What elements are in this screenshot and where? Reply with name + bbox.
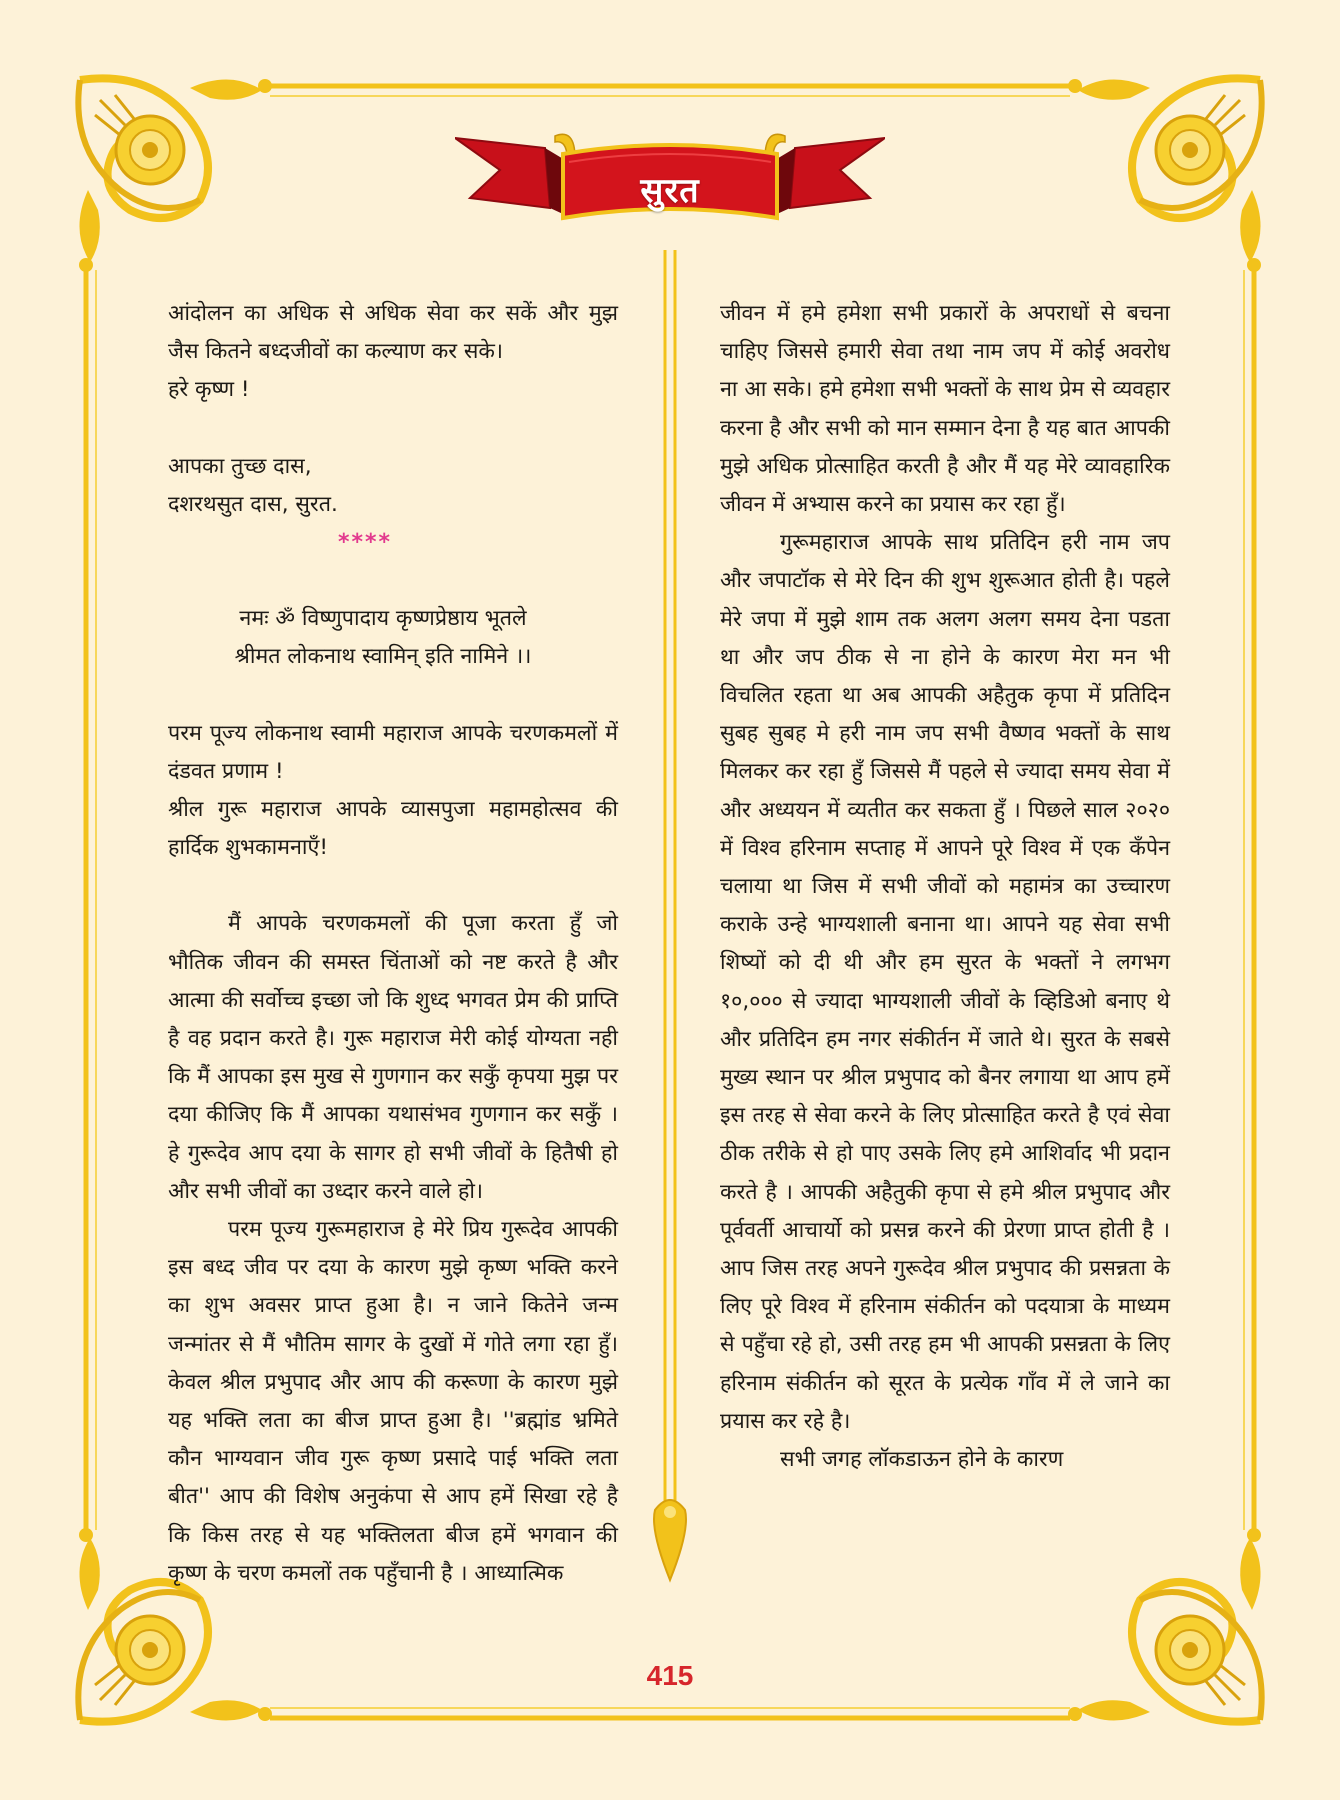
right-column: [720, 295, 1170, 1479]
paragraph: आंदोलन का अधिक से अधिक सेवा कर सकें और मुझ जैस कितने बध्दजीवों का कल्याण कर सके।: [168, 301, 618, 365]
signoff-name: दशरथसुत दास, सुरत.: [168, 491, 338, 517]
left-column: [168, 295, 618, 1593]
page-number: 415: [646, 1660, 694, 1691]
corner-ornament: [78, 78, 272, 272]
signoff-line: आपका तुच्छ दास,: [168, 453, 312, 479]
salutation: श्रील गुरू महाराज आपके व्यासपुजा महामहोत्सव की हार्दिक शुभकामनाएँ!: [168, 797, 618, 861]
paragraph: परम पूज्य गुरूमहाराज हे मेरे प्रिय गुरूदेव आपकी इस बध्द जीव पर दया के कारण मुझे कृष्ण भक्ति करने का शुभ अवसर प्राप्त हुआ है। न जाने कितेने जन्म जन्मांतर से मैं भौतिम सागर के दुखों में गोते लगा रहा हुँ। केवल श्रील प्रभुपाद और आप की करूणा के कारण मुझे यह भक्ति लता का बीज प्राप्त हुआ है। ''ब्रह्मांड भ्रमिते कौन भाग्यवान जीव गुरू कृष्ण प्रसादे पाई भक्ति लता बीत'' आप की विशेष अनुकंपा से आप हमें सिखा रहे है कि किस तरह से यह भक्तिलता बीज हमें भगवान की कृष्ण के चरण कमलों तक पहुँचानी है । आध्यात्मिक: [168, 1217, 618, 1586]
paragraph: सभी जगह लॉकडाऊन होने के कारण: [780, 1447, 1064, 1473]
section-separator: ****: [338, 530, 393, 556]
verse-line: नमः ॐ विष्णुपादाय कृष्णप्रेष्ठाय भूतले: [239, 606, 527, 632]
greeting: हरे कृष्ण !: [168, 377, 250, 403]
paragraph: मैं आपके चरणकमलों की पूजा करता हुँ जो भौतिक जीवन की समस्त चिंताओं को नष्ट करते है और आत्मा की सर्वोच्च इच्छा जो कि शुध्द भगवत प्रेम की प्राप्ति है वह प्रदान करते है। गुरू महाराज मेरी कोई योग्यता नही कि मैं आपका इस मुख से गुणगान कर सकुँ कृपया मुझ पर दया कीजिए कि मैं आपका यथासंभव गुणगान कर सकुँ । हे गुरूदेव आप दया के सागर हो सभी जीवों के हितैषी हो और सभी जीवों का उध्दार करने वाले हो।: [168, 911, 618, 1204]
paragraph: गुरूमहाराज आपके साथ प्रतिदिन हरी नाम जप और जपाटॉक से मेरे दिन की शुभ शुरूआत होती है। पहले मेरे जपा में मुझे शाम तक अलग अलग समय देना पडता था और जप ठीक से ना होने के कारण मेरा मन भी विचलित रहता था अब आपकी अहैतुक कृपा में प्रतिदिन सुबह सुबह मे हरी नाम जप सभी वैष्णव भक्तों के साथ मिलकर कर रहा हुँ जिससे मैं पहले से ज्यादा समय सेवा में और अध्ययन में व्यतीत कर सकता हुँ । पिछले साल २०२० में विश्व हरिनाम सप्ताह में आपने पूरे विश्व में एक कँपेन चलाया था जिस में सभी जीवों को महामंत्र का उच्चारण कराके उन्हे भाग्यशाली बनाना था। आपने यह सेवा सभी शिष्यों को दी थी और हम सुरत के भक्तों ने लगभग १०,००० से ज्यादा भाग्यशाली जीवों के व्हिडिओ बनाए थे और प्रतिदिन हम नगर संकीर्तन में जाते थे। सुरत के सबसे मुख्य स्थान पर श्रील प्रभुपाद को बैनर लगाया था आप हमें इस तरह से सेवा करने के लिए प्रोत्साहित करते है एवं सेवा ठीक तरीके से हो पाए उसके लिए हमे आशिर्वाद भी प्रदान करते है । आपकी अहैतुकी कृपा से हमे श्रील प्रभुपाद और पूर्ववर्ती आचार्यो को प्रसन्न करने की प्रेरणा प्राप्त होती है । आप जिस तरह अपने गुरूदेव श्रील प्रभुपाद की प्रसन्नता के लिए पूरे विश्व में हरिनाम संकीर्तन को पदयात्रा के माध्यम से पहुँचा रहे हो, उसी तरह हम भी आपकी प्रसन्नता के लिए हरिनाम संकीर्तन को सूरत के प्रत्येक गाँव में ले जाने का प्रयास कर रहे है।: [720, 530, 1170, 1434]
page-title: सुरत: [640, 171, 700, 211]
column-divider: [645, 250, 695, 1600]
paragraph: जीवन में हमे हमेशा सभी प्रकारों के अपराधों से बचना चाहिए जिससे हमारी सेवा तथा नाम जप में कोई अवरोध ना आ सके। हमे हमेशा सभी भक्तों के साथ प्रेम से व्यवहार करना है और सभी को मान सम्मान देना है यह बात आपकी मुझे अधिक प्रोत्साहित करती है और मैं यह मेरे व्यावहारिक जीवन में अभ्यास करने का प्रयास कर रहा हुँ।: [720, 301, 1170, 518]
title-banner: [455, 118, 885, 228]
verse-line: श्रीमत लोकनाथ स्वामिन् इति नामिने ।।: [234, 644, 532, 670]
salutation: परम पूज्य लोकनाथ स्वामी महाराज आपके चरणकमलों में दंडवत प्रणाम !: [168, 720, 618, 784]
